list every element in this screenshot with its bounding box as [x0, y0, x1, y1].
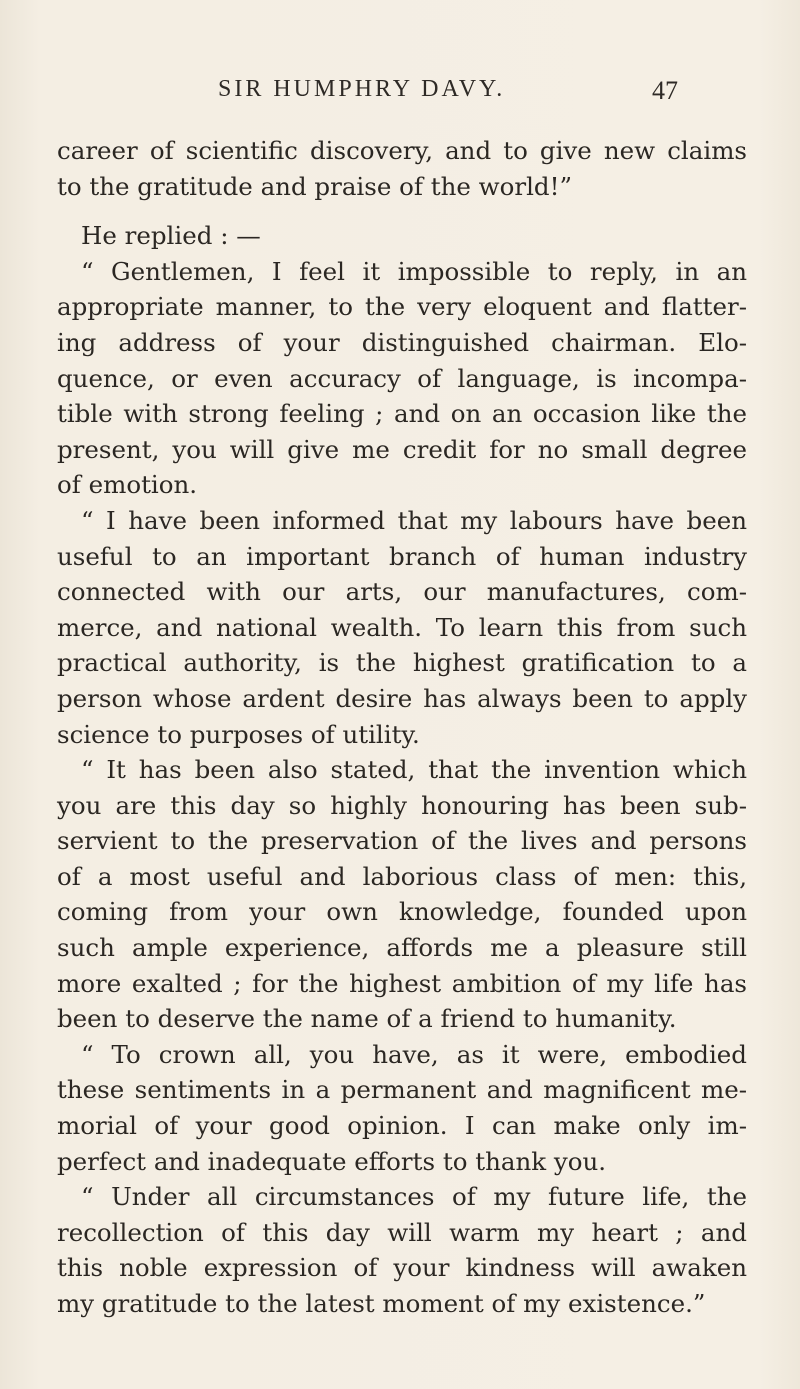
- paragraph-invention: [57, 752, 747, 1037]
- text-line: of emotion.: [57, 470, 198, 500]
- text-line: connected with our arts, our manufactures, com-: [57, 577, 747, 607]
- text-line: career of scientific discovery, and to give new claims: [57, 136, 747, 165]
- text-line: of a most useful and laborious class of men: this,: [57, 861, 747, 891]
- text-line: you are this day so highly honouring has been sub-: [57, 790, 747, 820]
- text-line: “ It has been also stated, that the invention which: [81, 755, 747, 785]
- running-title: SIR HUMPHRY DAVY.: [218, 76, 506, 102]
- text-line: more exalted ; for the highest ambition of my life has: [57, 968, 747, 998]
- text-line: servient to the preservation of the lives and persons: [57, 826, 747, 856]
- paragraph-continuation: [57, 133, 747, 204]
- page-header: [0, 76, 800, 116]
- page-body: [57, 133, 747, 1322]
- text-line: present, you will give me credit for no small degree: [57, 434, 747, 464]
- text-line: merce, and national wealth. To learn this from such: [57, 612, 747, 642]
- text-line: science to purposes of utility.: [57, 719, 420, 749]
- text-line: to the gratitude and praise of the world!”: [57, 171, 572, 201]
- text-line: appropriate manner, to the very eloquent and flatter-: [57, 292, 747, 322]
- text-line: this noble expression of your kindness will awaken: [57, 1253, 747, 1283]
- text-line: such ample experience, affords me a pleasure still: [57, 933, 747, 963]
- paragraph-he-replied: [57, 218, 747, 254]
- text-line: practical authority, is the highest gratification to a: [57, 648, 747, 678]
- text-line: He replied : —: [81, 221, 261, 251]
- text-line: “ Gentlemen, I feel it impossible to reply, in an: [81, 256, 747, 286]
- text-line: my gratitude to the latest moment of my existence.”: [57, 1289, 706, 1318]
- page-number: 47: [652, 76, 678, 105]
- paragraph-circumstances: [57, 1179, 747, 1321]
- text-line: useful to an important branch of human industry: [57, 541, 747, 571]
- text-line: person whose ardent desire has always been to apply: [57, 683, 747, 713]
- text-line: morial of your good opinion. I can make only im-: [57, 1111, 747, 1141]
- text-line: perfect and inadequate efforts to thank you.: [57, 1146, 607, 1176]
- paragraph-labours: [57, 503, 747, 752]
- text-line: quence, or even accuracy of language, is incompa-: [57, 363, 747, 393]
- paragraph-gentlemen: [57, 254, 747, 503]
- text-line: “ To crown all, you have, as it were, embodied: [81, 1039, 747, 1069]
- text-line: “ Under all circumstances of my future life, the: [81, 1182, 747, 1212]
- text-line: recollection of this day will warm my heart ; and: [57, 1217, 747, 1247]
- text-line: tible with strong feeling ; and on an occasion like the: [57, 399, 747, 429]
- text-line: been to deserve the name of a friend to humanity.: [57, 1004, 677, 1034]
- text-line: these sentiments in a permanent and magnificent me-: [57, 1075, 747, 1105]
- text-line: “ I have been informed that my labours have been: [81, 505, 747, 535]
- text-line: ing address of your distinguished chairman. Elo-: [57, 327, 747, 357]
- text-line: coming from your own knowledge, founded upon: [57, 897, 747, 927]
- paragraph-crown: [57, 1037, 747, 1179]
